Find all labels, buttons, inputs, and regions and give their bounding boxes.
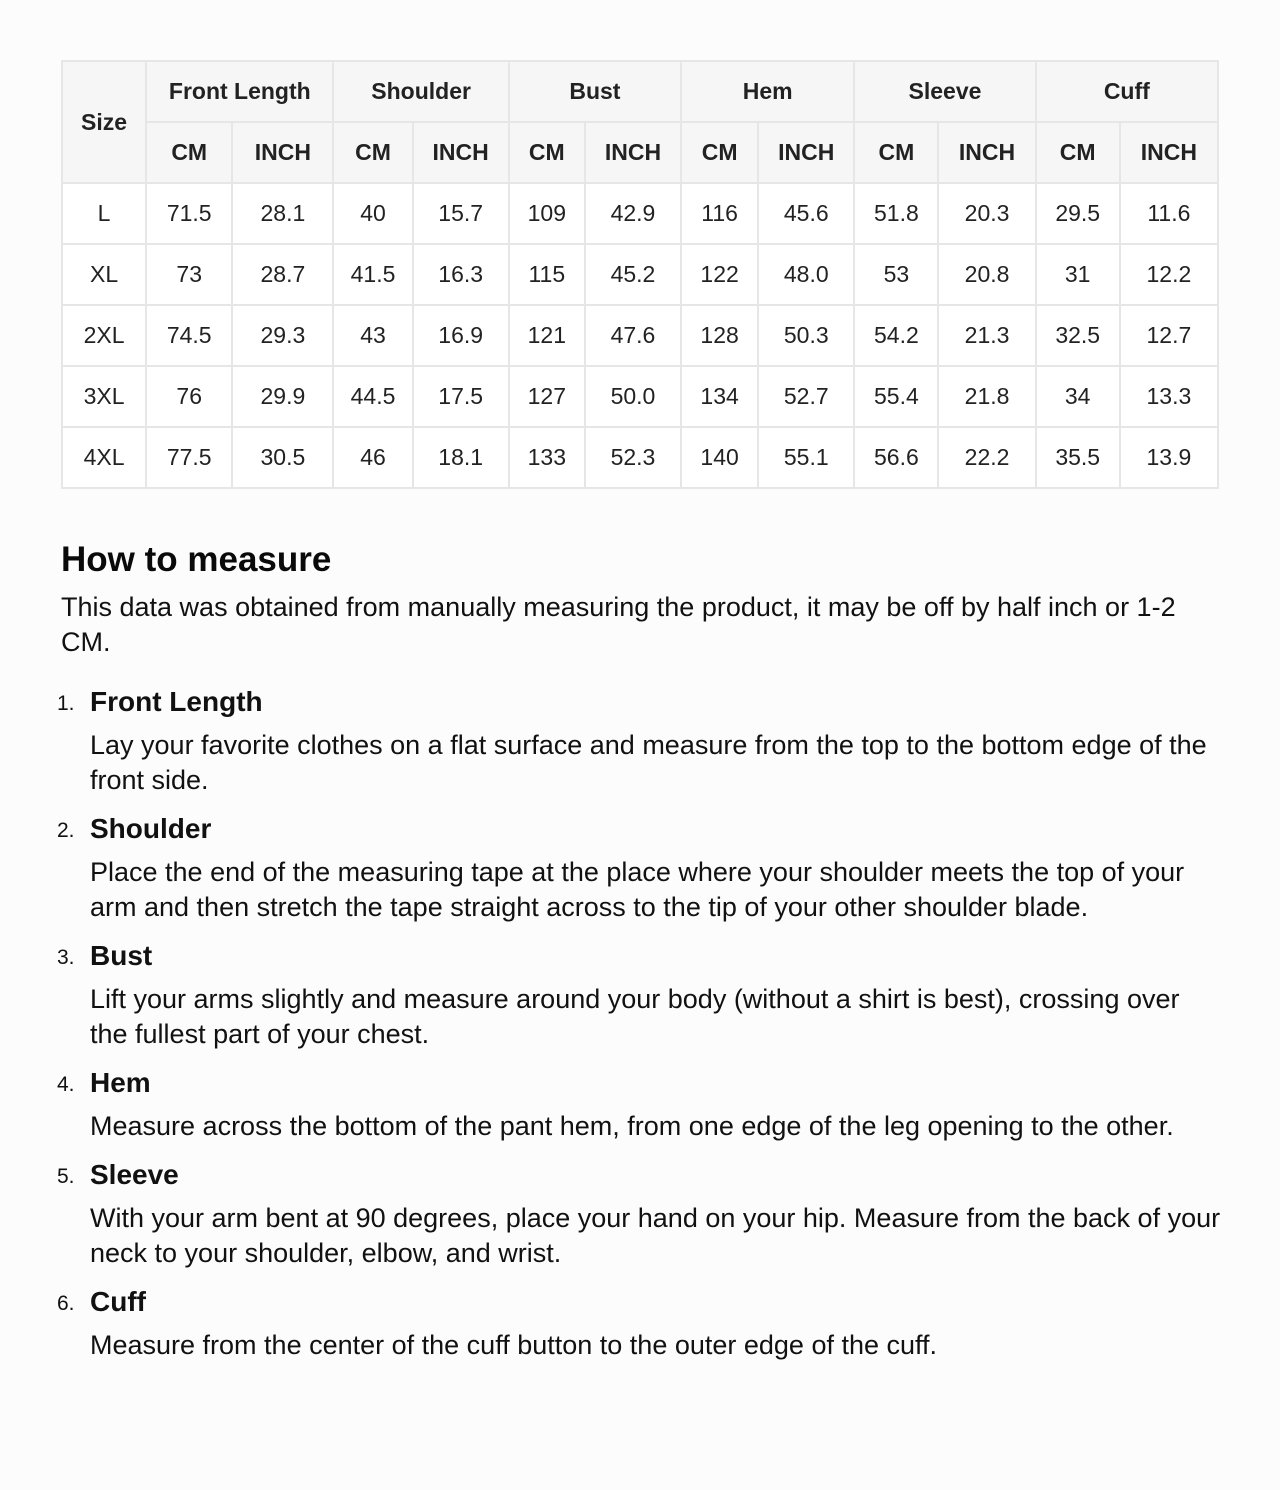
table-cell: 128	[681, 305, 758, 366]
table-cell: 30.5	[232, 427, 333, 488]
table-cell: 77.5	[146, 427, 232, 488]
list-item	[57, 1282, 1221, 1374]
table-cell: 13.9	[1120, 427, 1218, 488]
step-title: Hem	[90, 1067, 151, 1098]
section-heading: How to measure	[61, 540, 332, 579]
step-number: 4.	[57, 1073, 75, 1096]
table-cell: 31	[1036, 244, 1120, 305]
table-cell: 50.3	[758, 305, 854, 366]
unit-header-inch: INCH	[585, 122, 681, 183]
table-cell: 109	[509, 183, 585, 244]
step-title: Shoulder	[90, 813, 212, 844]
table-row	[62, 305, 1218, 366]
table-cell: 22.2	[938, 427, 1035, 488]
table-cell: 40	[333, 183, 412, 244]
table-cell: 41.5	[333, 244, 412, 305]
unit-header-inch: INCH	[413, 122, 509, 183]
unit-header-cm: CM	[146, 122, 232, 183]
table-cell: 45.6	[758, 183, 854, 244]
group-header-hem: Hem	[681, 61, 854, 122]
table-cell: 34	[1036, 366, 1120, 427]
unit-header-inch: INCH	[1120, 122, 1218, 183]
unit-header-cm: CM	[333, 122, 412, 183]
table-cell: 18.1	[413, 427, 509, 488]
table-cell: 116	[681, 183, 758, 244]
step-description: Measure from the center of the cuff button to the outer edge of the cuff.	[90, 1330, 938, 1360]
table-cell: 35.5	[1036, 427, 1120, 488]
list-item	[57, 936, 1221, 1063]
table-cell: 13.3	[1120, 366, 1218, 427]
measure-steps-list	[57, 682, 1221, 1374]
group-header-shoulder: Shoulder	[333, 61, 508, 122]
table-cell: 21.8	[938, 366, 1035, 427]
table-cell: 121	[509, 305, 585, 366]
unit-header-inch: INCH	[232, 122, 333, 183]
table-cell: 46	[333, 427, 412, 488]
table-cell: 45.2	[585, 244, 681, 305]
header-row-groups	[62, 61, 1218, 122]
table-cell: 73	[146, 244, 232, 305]
table-cell: 20.3	[938, 183, 1035, 244]
table-cell: 122	[681, 244, 758, 305]
group-header-front-length: Front Length	[146, 61, 333, 122]
size-cell: 2XL	[62, 305, 146, 366]
table-cell: 44.5	[333, 366, 412, 427]
header-row-units	[62, 122, 1218, 183]
list-item	[57, 809, 1221, 936]
table-cell: 29.5	[1036, 183, 1120, 244]
table-cell: 20.8	[938, 244, 1035, 305]
table-cell: 11.6	[1120, 183, 1218, 244]
table-cell: 76	[146, 366, 232, 427]
unit-header-inch: INCH	[938, 122, 1035, 183]
table-cell: 52.7	[758, 366, 854, 427]
table-cell: 74.5	[146, 305, 232, 366]
size-cell: L	[62, 183, 146, 244]
step-number: 6.	[57, 1292, 75, 1315]
step-description: Lift your arms slightly and measure around your body (without a shirt is best), crossing over the fullest part of your chest.	[90, 984, 1180, 1049]
table-cell: 47.6	[585, 305, 681, 366]
table-cell: 28.7	[232, 244, 333, 305]
table-cell: 55.4	[854, 366, 938, 427]
table-cell: 29.3	[232, 305, 333, 366]
step-title: Cuff	[90, 1286, 146, 1317]
table-cell: 29.9	[232, 366, 333, 427]
size-column-header: Size	[62, 61, 146, 183]
table-cell: 16.9	[413, 305, 509, 366]
intro-text: This data was obtained from manually measuring the product, it may be off by half inch or 1-2 CM.	[61, 592, 1176, 657]
table-cell: 12.7	[1120, 305, 1218, 366]
table-cell: 54.2	[854, 305, 938, 366]
table-cell: 52.3	[585, 427, 681, 488]
table-cell: 17.5	[413, 366, 509, 427]
table-row	[62, 244, 1218, 305]
step-description: Lay your favorite clothes on a flat surface and measure from the top to the bottom edge of the front side.	[90, 730, 1207, 795]
group-header-bust: Bust	[509, 61, 681, 122]
table-cell: 55.1	[758, 427, 854, 488]
table-cell: 32.5	[1036, 305, 1120, 366]
unit-header-cm: CM	[1036, 122, 1120, 183]
size-cell: 4XL	[62, 427, 146, 488]
table-cell: 133	[509, 427, 585, 488]
table-cell: 15.7	[413, 183, 509, 244]
list-item	[57, 682, 1221, 809]
group-header-sleeve: Sleeve	[854, 61, 1035, 122]
table-cell: 28.1	[232, 183, 333, 244]
table-body	[62, 183, 1218, 488]
table-cell: 56.6	[854, 427, 938, 488]
table-cell: 53	[854, 244, 938, 305]
table-cell: 16.3	[413, 244, 509, 305]
size-chart-table	[61, 60, 1219, 489]
step-title: Sleeve	[90, 1159, 179, 1190]
step-number: 1.	[57, 692, 75, 715]
unit-header-inch: INCH	[758, 122, 854, 183]
step-number: 5.	[57, 1165, 75, 1188]
table-cell: 71.5	[146, 183, 232, 244]
table-cell: 115	[509, 244, 585, 305]
table-cell: 51.8	[854, 183, 938, 244]
table-cell: 127	[509, 366, 585, 427]
table-cell: 42.9	[585, 183, 681, 244]
table-cell: 50.0	[585, 366, 681, 427]
table-cell: 48.0	[758, 244, 854, 305]
table-row	[62, 427, 1218, 488]
step-number: 3.	[57, 946, 75, 969]
step-number: 2.	[57, 819, 75, 842]
table-cell: 140	[681, 427, 758, 488]
group-header-cuff: Cuff	[1036, 61, 1218, 122]
table-cell: 134	[681, 366, 758, 427]
table-header	[62, 61, 1218, 183]
size-cell: XL	[62, 244, 146, 305]
step-description: With your arm bent at 90 degrees, place your hand on your hip. Measure from the back of your neck to your shoulder, elbow, and wrist.	[90, 1203, 1221, 1268]
step-description: Place the end of the measuring tape at the place where your shoulder meets the top of your arm and then stretch the tape straight across to the tip of your other shoulder blade.	[90, 857, 1185, 922]
how-to-measure-section	[57, 538, 1221, 1374]
step-title: Bust	[90, 940, 153, 971]
unit-header-cm: CM	[854, 122, 938, 183]
table-cell: 12.2	[1120, 244, 1218, 305]
unit-header-cm: CM	[509, 122, 585, 183]
step-description: Measure across the bottom of the pant hem, from one edge of the leg opening to the other.	[90, 1111, 1174, 1141]
list-item	[57, 1155, 1221, 1282]
step-title: Front Length	[90, 686, 263, 717]
list-item	[57, 1063, 1221, 1155]
table-row	[62, 183, 1218, 244]
table-cell: 43	[333, 305, 412, 366]
unit-header-cm: CM	[681, 122, 758, 183]
table-row	[62, 366, 1218, 427]
table-cell: 21.3	[938, 305, 1035, 366]
size-cell: 3XL	[62, 366, 146, 427]
